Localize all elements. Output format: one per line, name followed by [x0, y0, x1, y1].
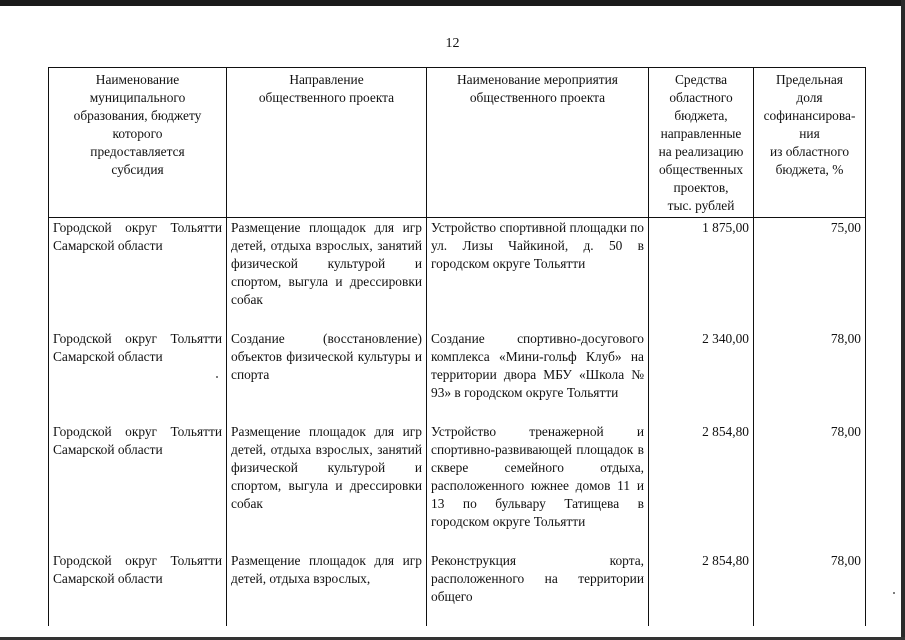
cell-event: Устройство спортивной площадки по ул. Лизы Чайкиной, д. 50 в городском округе Тольятти: [427, 218, 649, 330]
header-line: общественного проекта: [469, 90, 606, 105]
cell-direction: Размещение площадок для игр детей, отдыха взрослых, занятий физической культурой и спортом, выгула и дрессировки собак: [227, 218, 427, 330]
cell-event: Устройство тренажерной и спортивно-развивающей площадок в сквере семейного отдыха, расположенного южнее домов 11 и 13 по бульвару Татищева в городском округе Тольятти: [427, 422, 649, 551]
scan-border-top: [0, 0, 905, 6]
header-line: ния: [799, 126, 820, 141]
header-line: бюджета,: [674, 108, 728, 123]
header-line: предоставляется: [90, 144, 185, 159]
header-line: областного: [669, 90, 733, 105]
header-line: проектов,: [673, 180, 729, 195]
header-line: бюджета, %: [775, 162, 844, 177]
header-line: Наименование: [95, 72, 180, 87]
cell-funds: 2 340,00: [649, 329, 754, 422]
cell-direction: Размещение площадок для игр детей, отдыха взрослых, занятий физической культурой и спортом, выгула и дрессировки собак: [227, 422, 427, 551]
cell-share: 75,00: [754, 218, 866, 330]
cell-municipality: Городской округ Тольятти Самарской области: [49, 329, 227, 422]
scan-border-right: [901, 0, 905, 640]
cell-event: Реконструкция корта, расположенного на территории общего: [427, 551, 649, 626]
header-line: из областного: [769, 144, 850, 159]
cell-share: 78,00: [754, 551, 866, 626]
table-row: [49, 218, 866, 330]
header-line: муниципального: [89, 90, 186, 105]
header-direction: [227, 68, 427, 218]
table-header-row: [49, 68, 866, 218]
cell-municipality: Городской округ Тольятти Самарской области: [49, 422, 227, 551]
header-line: Предельная: [776, 72, 843, 87]
header-line: общественных: [658, 162, 744, 177]
header-line: Средства: [674, 72, 728, 87]
header-line: тыс. рублей: [667, 198, 735, 213]
cell-event: Создание спортивно-досугового комплекса «Мини-гольф Клуб» на территории двора МБУ «Школа № 93» в городском округе Тольятти: [427, 329, 649, 422]
header-line: субсидия: [111, 162, 164, 177]
cell-funds: 2 854,80: [649, 422, 754, 551]
page-number: 12: [445, 36, 460, 51]
header-line: направленные: [660, 126, 742, 141]
header-line: которого: [112, 126, 163, 141]
header-line: Наименование мероприятия: [457, 72, 618, 87]
header-share: [754, 68, 866, 218]
header-line: общественного проекта: [258, 90, 395, 105]
cell-share: 78,00: [754, 329, 866, 422]
cell-funds: 2 854,80: [649, 551, 754, 626]
table-row: [49, 551, 866, 626]
cell-direction: Размещение площадок для игр детей, отдыха взрослых,: [227, 551, 427, 626]
header-line: Направление: [289, 72, 364, 87]
header-line: доля: [796, 90, 823, 105]
cell-municipality: Городской округ Тольятти Самарской области: [49, 218, 227, 330]
header-line: на реализацию: [658, 144, 744, 159]
cell-share: 78,00: [754, 422, 866, 551]
table-row: [49, 329, 866, 422]
scan-speck: [893, 592, 895, 594]
cell-municipality: Городской округ Тольятти Самарской области: [49, 551, 227, 626]
header-line: образования, бюджету: [73, 108, 202, 123]
header-municipality: [49, 68, 227, 218]
header-event: [427, 68, 649, 218]
header-line: софинансирова-: [763, 108, 856, 123]
cell-funds: 1 875,00: [649, 218, 754, 330]
header-funds: [649, 68, 754, 218]
subsidy-table: [48, 67, 866, 626]
table-row: [49, 422, 866, 551]
cell-direction: Создание (восстановление) объектов физической культуры и спорта: [227, 329, 427, 422]
